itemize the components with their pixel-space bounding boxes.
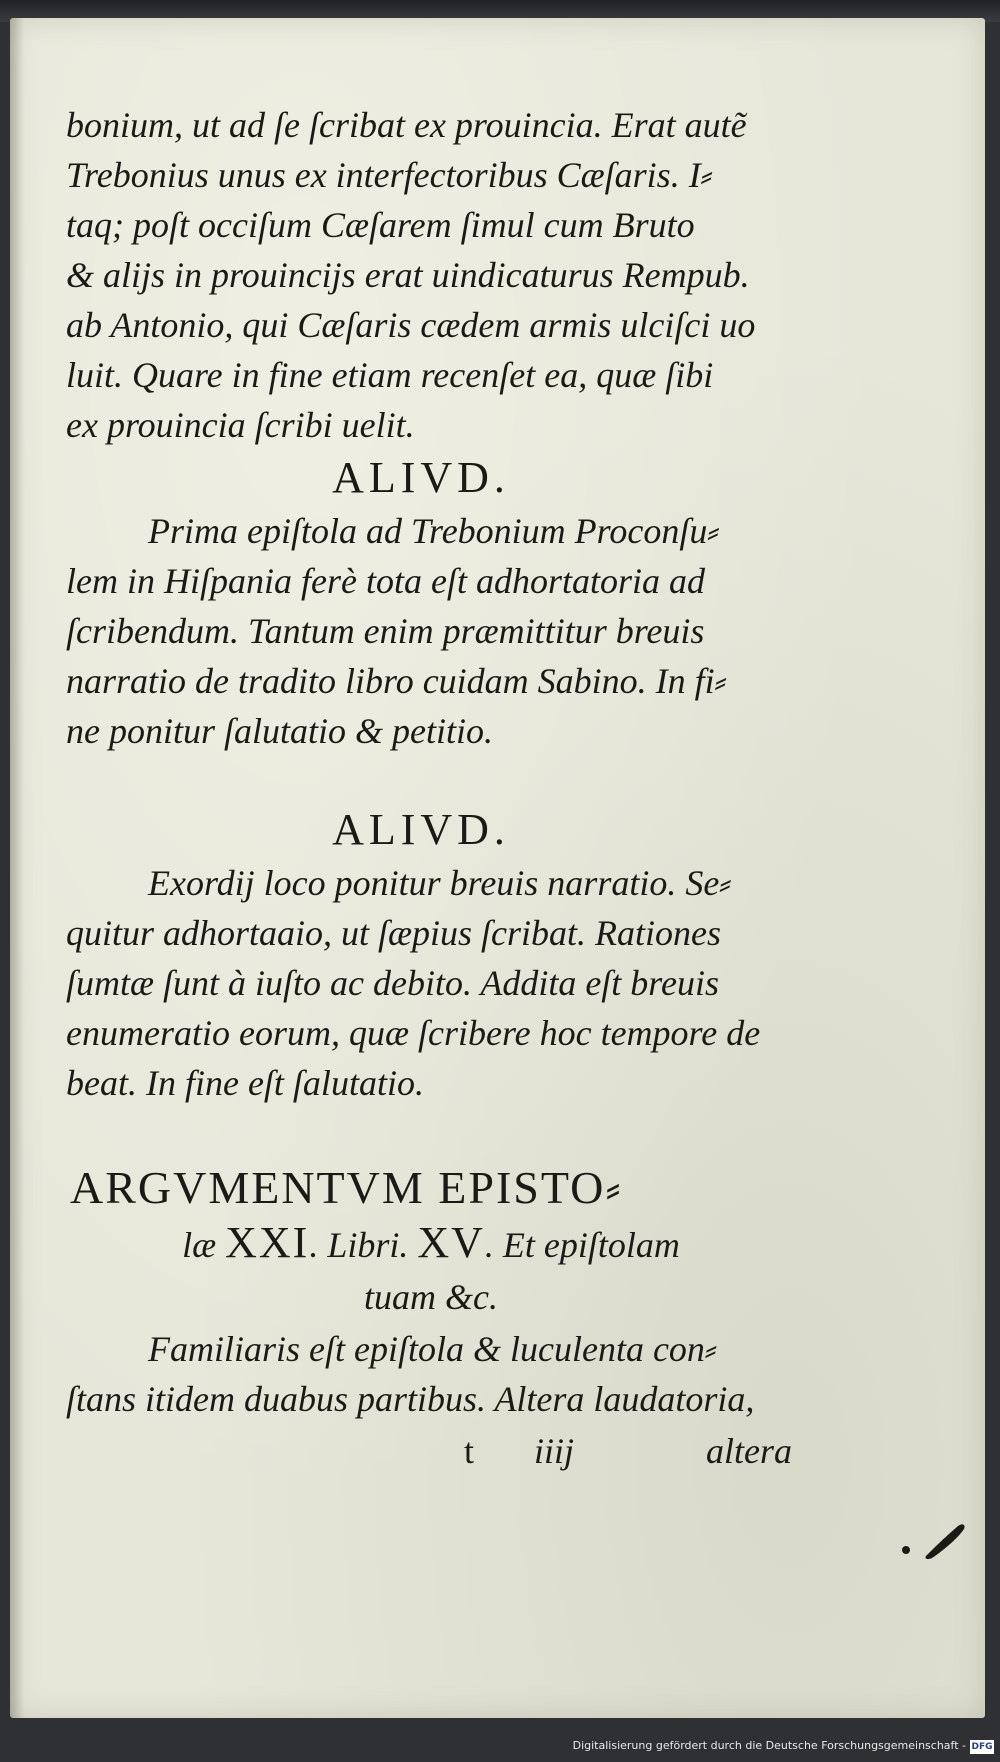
footer-bar	[0, 1728, 1000, 1762]
argument-suffix: . Et epiſtolam	[484, 1225, 680, 1265]
text-line: ſumtæ ſunt à iuſto ac debito. Addita eſt breuis	[66, 963, 719, 1003]
text-line: Trebonius unus ex interfectoribus Cæſaris. I⸗	[66, 155, 713, 195]
page-text	[66, 100, 796, 1478]
text-line: taq; poſt occiſum Cæſarem ſimul cum Bruto	[66, 205, 695, 245]
book-number: XV	[417, 1218, 485, 1267]
text-line: ex prouincia ſcribi uelit.	[66, 405, 415, 445]
text-line: Familiaris eſt epiſtola & luculenta con⸗	[148, 1329, 717, 1369]
section-heading-aliud: ALIVD.	[332, 453, 510, 502]
dfg-logo: DFG	[971, 1742, 993, 1752]
argument-subtitle	[66, 1216, 796, 1270]
text-line: Exordij loco ponitur breuis narratio. Se⸗	[148, 863, 732, 903]
text-line: enumeratio eorum, quæ ſcribere hoc tempore de	[66, 1013, 761, 1053]
funding-credit: Digitalisierung gefördert durch die Deutsche Forschungsgemeinschaft -	[572, 1739, 966, 1752]
signature-number: iiij	[534, 1431, 575, 1471]
book-page	[10, 18, 985, 1718]
text-line: lem in Hiſpania ferè tota eſt adhortatoria ad	[66, 561, 705, 601]
page-edge-shadow	[10, 18, 24, 1718]
argument-title: ARGVMENTVM EPISTO⸗	[70, 1162, 623, 1213]
ink-blot-mark	[898, 1520, 972, 1560]
text-line: & alijs in prouincijs erat uindicaturus Rempub.	[66, 255, 750, 295]
signature-line	[66, 1424, 796, 1478]
epistle-number: XXI	[225, 1218, 310, 1267]
argument-mid: . Libri.	[309, 1225, 409, 1265]
text-line: Prima epiſtola ad Trebonium Proconſu⸗	[148, 511, 720, 551]
text-line: bonium, ut ad ſe ſcribat ex prouincia. Erat autẽ	[66, 105, 747, 145]
text-line: narratio de tradito libro cuidam Sabino. In fi⸗	[66, 661, 727, 701]
signature-mark: t	[464, 1431, 475, 1471]
spacer	[66, 756, 796, 802]
text-line: ne ponitur ſalutatio & petitio.	[66, 711, 493, 751]
text-line: beat. In fine eſt ſalutatio.	[66, 1063, 424, 1103]
section-heading-aliud: ALIVD.	[332, 805, 510, 854]
text-line: luit. Quare in fine etiam recenſet ea, quæ ſibi	[66, 355, 714, 395]
argument-prefix: læ	[182, 1225, 217, 1265]
argument-subtitle-line2: tuam &c.	[364, 1277, 498, 1317]
text-line: ſtans itidem duabus partibus. Altera laudatoria,	[66, 1379, 755, 1419]
text-line: ſcribendum. Tantum enim præmittitur breuis	[66, 611, 705, 651]
spacer	[66, 1108, 796, 1160]
catchword: altera	[706, 1431, 792, 1471]
text-line: ab Antonio, qui Cæſaris cædem armis ulciſci uo	[66, 305, 756, 345]
text-line: quitur adhortaaio, ut ſæpius ſcribat. Rationes	[66, 913, 722, 953]
